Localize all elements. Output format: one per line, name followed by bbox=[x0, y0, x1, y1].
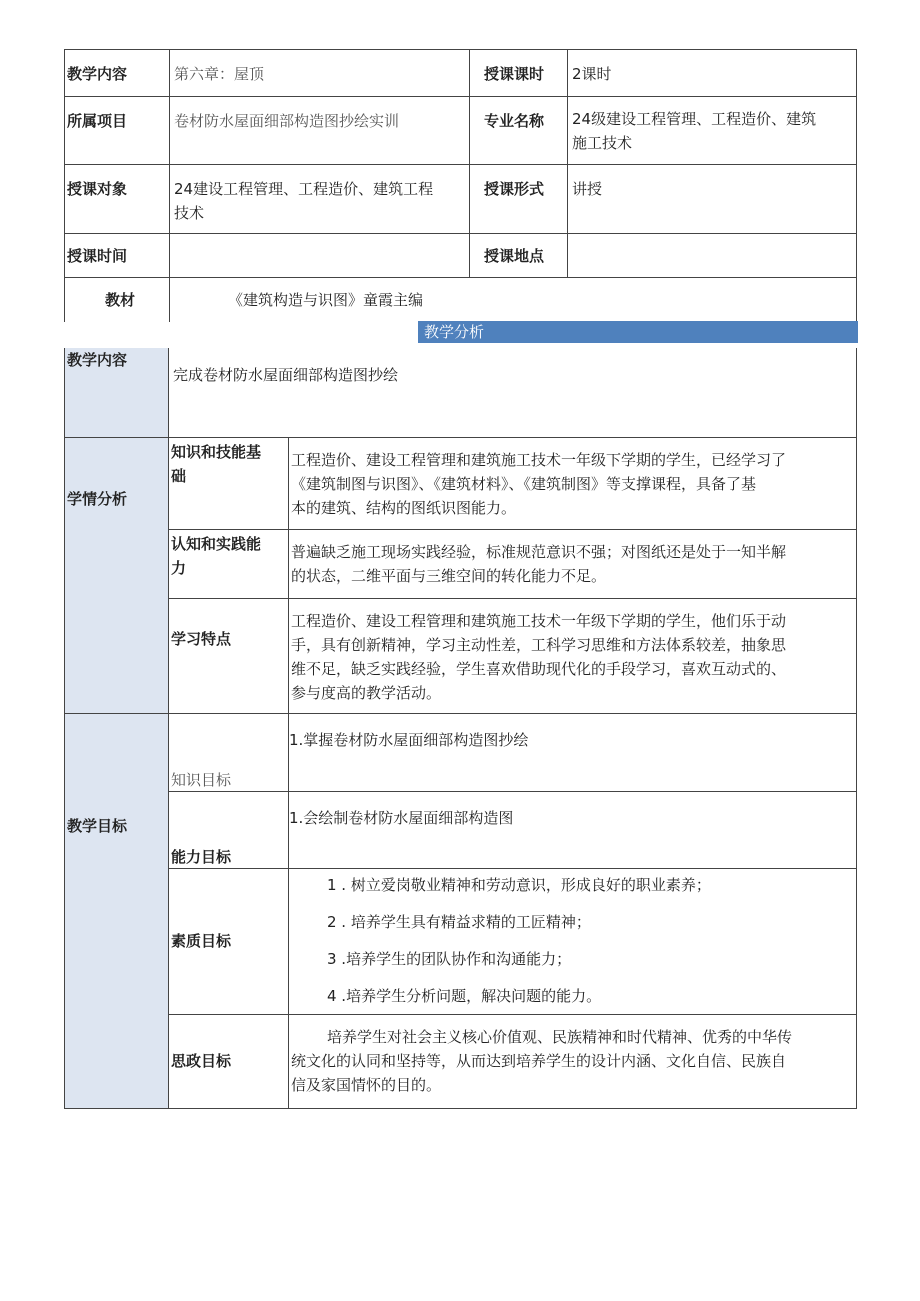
cell-text: 手，具有创新精神，学习主动性差，工科学习思维和方法体系较差，抽象思 bbox=[291, 635, 787, 654]
label-project bbox=[65, 97, 170, 165]
label-cognition-practice bbox=[169, 529, 289, 598]
cell-text: 普遍缺乏施工现场实践经验，标准规范意识不强；对图纸还是处于一知半解 bbox=[291, 542, 787, 561]
cell-text: 《建筑构造与识图》童霞主编 bbox=[228, 291, 424, 309]
cell-text: 础 bbox=[171, 466, 187, 485]
cell-text: 本的建筑、结构的图纸识图能力。 bbox=[291, 498, 517, 517]
cell-text: 能力目标 bbox=[171, 847, 232, 866]
quality-item: 2 . 培养学生具有精益求精的工匠精神； bbox=[327, 912, 591, 931]
value-cognition-practice bbox=[289, 529, 857, 598]
cell-text: 信及家国情怀的目的。 bbox=[291, 1075, 442, 1094]
label-audience bbox=[65, 165, 170, 234]
cell-text: 2课时 bbox=[572, 65, 612, 83]
cell-text: 24级建设工程管理、工程造价、建筑 bbox=[572, 110, 817, 128]
value-quality-goal bbox=[289, 868, 857, 1014]
label-analysis-content bbox=[65, 348, 169, 437]
cell-text: 技术 bbox=[174, 204, 205, 222]
label-student-analysis bbox=[65, 437, 169, 713]
label-teaching-form bbox=[470, 165, 568, 234]
cell-text: 卷材防水屋面细部构造图抄绘实训 bbox=[174, 112, 400, 130]
section-title: 教学分析 bbox=[418, 321, 858, 343]
cell-text: 认知和实践能 bbox=[171, 534, 262, 553]
label-teaching-place bbox=[470, 234, 568, 278]
cell-text: 施工技术 bbox=[572, 134, 633, 152]
analysis-table bbox=[64, 348, 857, 1109]
label-major bbox=[470, 97, 568, 165]
label-ability-goal bbox=[169, 791, 289, 868]
value-chapter bbox=[170, 50, 470, 97]
cell-text: 专业名称 bbox=[484, 112, 545, 130]
cell-text: 24建设工程管理、工程造价、建筑工程 bbox=[174, 180, 434, 198]
cell-text: 《建筑制图与识图》、《建筑材料》、《建筑制图》等支撑课程，具备了基 bbox=[291, 474, 757, 493]
value-teaching-place bbox=[568, 234, 857, 278]
cell-text: 知识和技能基 bbox=[171, 442, 262, 461]
cell-text: 完成卷材防水屋面细部构造图抄绘 bbox=[173, 366, 399, 384]
label-teaching-goals bbox=[65, 713, 169, 1108]
cell-text: 授课时间 bbox=[67, 247, 128, 265]
value-textbook bbox=[170, 278, 857, 322]
cell-text: 工程造价、建设工程管理和建筑施工技术一年级下学期的学生，他们乐于动 bbox=[291, 611, 787, 630]
cell-text: 参与度高的教学活动。 bbox=[291, 683, 442, 702]
cell-text: 培养学生对社会主义核心价值观、民族精神和时代精神、优秀的中华传 bbox=[327, 1027, 793, 1046]
label-quality-goal bbox=[169, 868, 289, 1014]
cell-text: 工程造价、建设工程管理和建筑施工技术一年级下学期的学生，已经学习了 bbox=[291, 450, 787, 469]
cell-text: 的状态，二维平面与三维空间的转化能力不足。 bbox=[291, 566, 607, 585]
quality-item: 4 .培养学生分析问题，解决问题的能力。 bbox=[327, 986, 602, 1005]
cell-text: 教学内容 bbox=[67, 65, 128, 83]
label-learning-traits bbox=[169, 598, 289, 713]
cell-text: 维不足，缺乏实践经验，学生喜欢借助现代化的手段学习，喜欢互动式的、 bbox=[291, 659, 787, 678]
cell-text: 素质目标 bbox=[171, 931, 232, 950]
cell-text: 统文化的认同和坚持等，从而达到培养学生的设计内涵、文化自信、民族自 bbox=[291, 1051, 787, 1070]
value-teaching-time bbox=[170, 234, 470, 278]
cell-text: 1.会绘制卷材防水屋面细部构造图 bbox=[289, 808, 514, 827]
label-ideology-goal bbox=[169, 1014, 289, 1108]
label-textbook bbox=[65, 278, 170, 322]
value-ability-goal bbox=[289, 791, 857, 868]
value-knowledge-skill bbox=[289, 437, 857, 529]
course-info-table bbox=[64, 49, 857, 322]
label-knowledge-skill bbox=[169, 437, 289, 529]
value-learning-traits bbox=[289, 598, 857, 713]
cell-text: 授课对象 bbox=[67, 180, 128, 198]
cell-text: 思政目标 bbox=[171, 1051, 232, 1070]
cell-text: 授课课时 bbox=[484, 65, 545, 83]
label-teaching-content bbox=[65, 50, 170, 97]
value-audience bbox=[170, 165, 470, 234]
cell-text: 知识目标 bbox=[171, 770, 232, 789]
cell-text: 讲授 bbox=[572, 180, 603, 198]
cell-text: 授课形式 bbox=[484, 180, 545, 198]
value-major bbox=[568, 97, 857, 165]
value-teaching-form bbox=[568, 165, 857, 234]
cell-text: 1.掌握卷材防水屋面细部构造图抄绘 bbox=[289, 730, 529, 749]
quality-item: 3 .培养学生的团队协作和沟通能力； bbox=[327, 949, 572, 968]
value-project bbox=[170, 97, 470, 165]
label-knowledge-goal bbox=[169, 713, 289, 791]
value-analysis-content bbox=[169, 348, 857, 437]
value-ideology-goal bbox=[289, 1014, 857, 1108]
quality-item: 1 . 树立爱岗敬业精神和劳动意识，形成良好的职业素养； bbox=[327, 875, 711, 894]
cell-text: 力 bbox=[171, 558, 187, 577]
cell-text: 学习特点 bbox=[171, 629, 232, 648]
cell-text: 教学内容 bbox=[67, 351, 128, 369]
value-knowledge-goal bbox=[289, 713, 857, 791]
cell-text: 授课地点 bbox=[484, 247, 545, 265]
cell-text: 所属项目 bbox=[67, 112, 128, 130]
cell-text: 学情分析 bbox=[67, 489, 128, 508]
cell-text: 教材 bbox=[105, 291, 136, 309]
label-teaching-time bbox=[65, 234, 170, 278]
value-class-hours bbox=[568, 50, 857, 97]
cell-text: 第六章：屋顶 bbox=[174, 65, 265, 83]
label-class-hours bbox=[470, 50, 568, 97]
cell-text: 教学目标 bbox=[67, 816, 128, 835]
